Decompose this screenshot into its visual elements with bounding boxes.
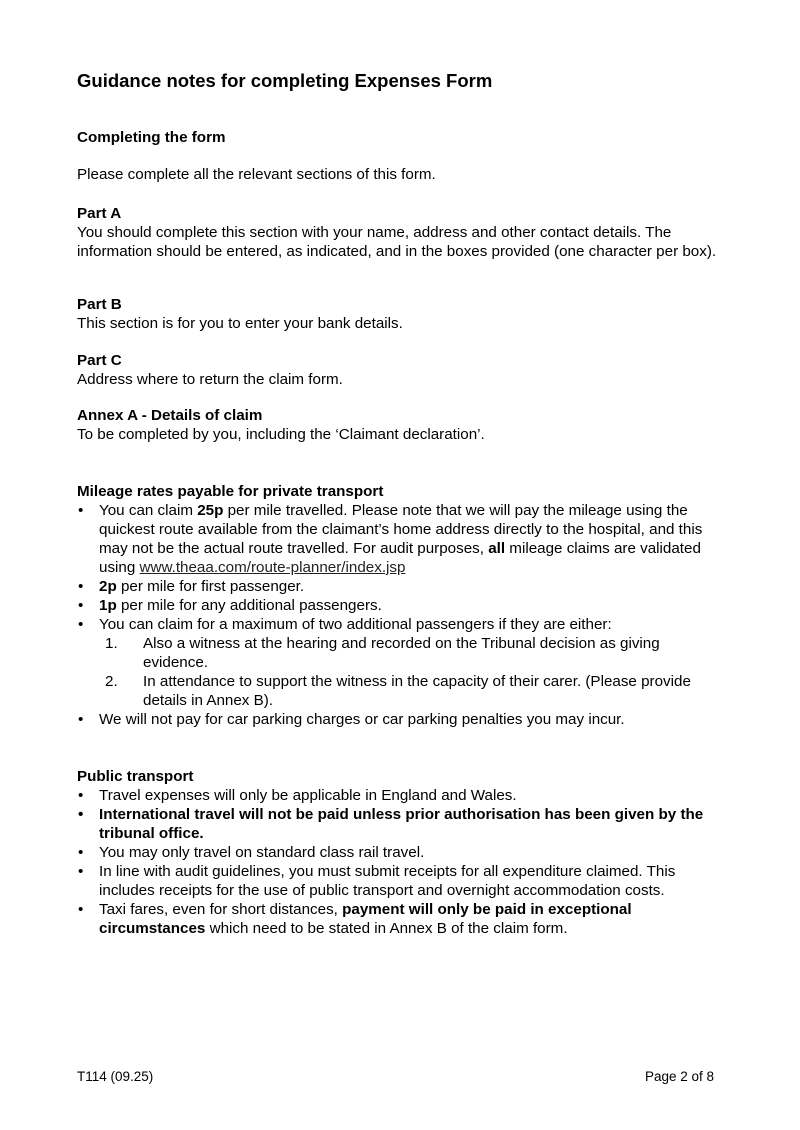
public-transport-section [77,767,723,938]
list-item: 1. Also a witness at the hearing and recorded on the Tribunal decision as giving evidence. [105,635,660,671]
list-item: • International travel will not be paid unless prior authorisation has been given by the tribunal office. [77,805,723,843]
list-item: • We will not pay for car parking charges or car parking penalties you may incur. [77,710,723,729]
part-a-section [77,204,723,261]
completing-heading: Completing the form [77,129,226,146]
mileage-section [77,482,723,729]
annex-a-section [77,406,723,444]
list-item: • Taxi fares, even for short distances, payment will only be paid in exceptional circumstances which need to be stated in Annex B of the claim form. [77,900,723,938]
completing-text: Please complete all the relevant sections of this form. [77,166,436,183]
mileage-heading: Mileage rates payable for private transport [77,483,384,500]
annex-a-heading: Annex A - Details of claim [77,407,263,424]
part-c-text: Address where to return the claim form. [77,371,343,388]
list-item: • You can claim 25p per mile travelled. Please note that we will pay the mileage using the quickest route available from the claimant’s home address directly to the hospital, and this may not be the actual route travelled. For audit purposes, all mileage claims are validated using www.theaa.com/route-planner/index.jsp [77,501,723,577]
completing-text-block [77,165,723,184]
list-item: • 1p per mile for any additional passengers. [77,596,723,615]
completing-section [77,128,723,147]
form-code: T114 (09.25) [77,1069,154,1084]
part-a-heading: Part A [77,205,122,222]
page-number: Page 2 of 8 [644,1069,714,1084]
part-b-text: This section is for you to enter your bank details. [77,315,403,332]
public-transport-list [77,786,723,938]
route-planner-link[interactable]: www.theaa.com/route-planner/index.jsp [139,559,406,576]
list-item: • You may only travel on standard class rail travel. [77,843,723,862]
list-item: 2. In attendance to support the witness in the capacity of their carer. (Please provide details in Annex B). [105,673,691,709]
part-c-heading: Part C [77,352,122,369]
part-c-section [77,351,723,389]
list-item: • You can claim for a maximum of two additional passengers if they are either: 1. Also a witness at the hearing and recorded on the Tribunal decision as giving evidence. 2. In attendance to support the witness in the capacity of their carer. (Please provide details in Annex B). [77,615,723,710]
part-a-text: You should complete this section with your name, address and other contact details. The information should be entered, as indicated, and in the boxes provided (one character per box). [77,224,717,260]
passenger-conditions-list [99,634,723,710]
part-b-heading: Part B [77,296,122,313]
list-item: • In line with audit guidelines, you must submit receipts for all expenditure claimed. This includes receipts for the use of public transport and overnight accommodation costs. [77,862,723,900]
page-title: Guidance notes for completing Expenses Form [77,70,493,91]
mileage-list [77,501,723,729]
annex-a-text: To be completed by you, including the ‘Claimant declaration’. [77,426,485,443]
public-transport-heading: Public transport [77,768,194,785]
part-b-section [77,295,723,333]
list-item: • Travel expenses will only be applicable in England and Wales. [77,786,723,805]
list-item: • 2p per mile for first passenger. [77,577,723,596]
